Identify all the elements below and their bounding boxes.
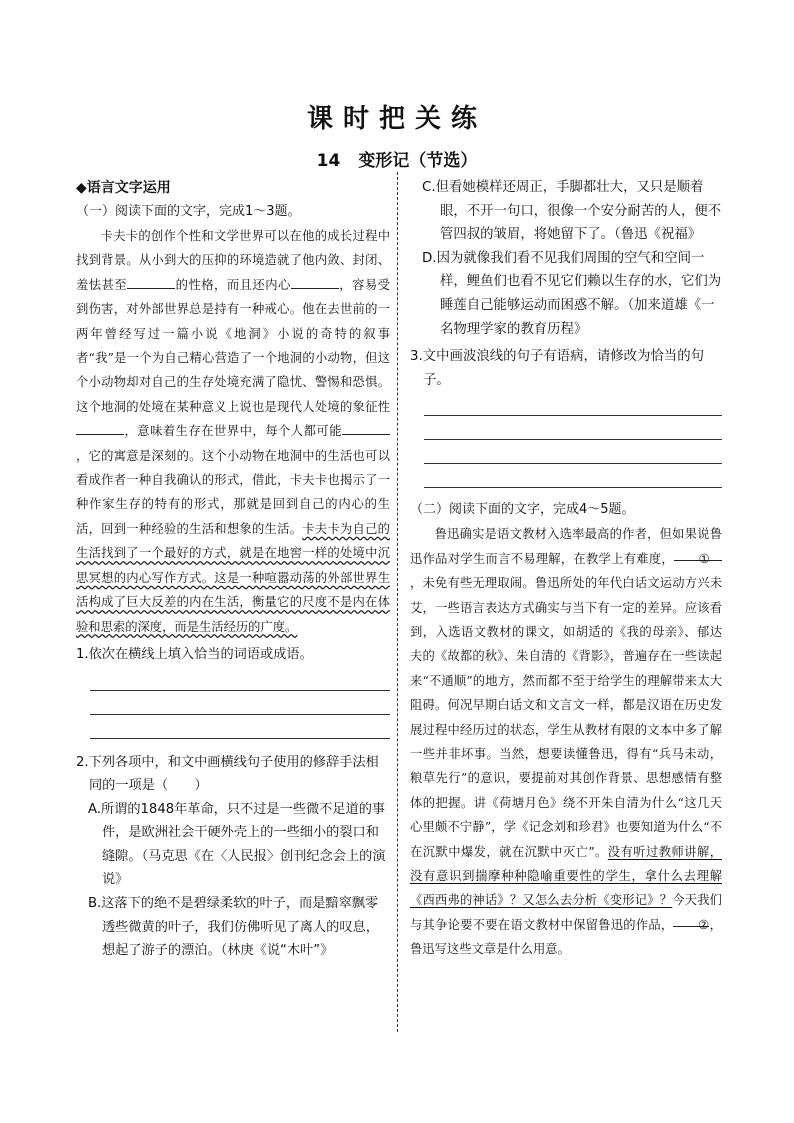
wavy-sentence: 卡夫卡为自己的生活找到了一个最好的方式，就是在地窖一样的处境中沉思冥想的内心写作方式。这是一种喧嚣动荡的外部世界生活构成了巨大反差的内在生活，衡量它的尺度不是内在体验和思索的深度，而是生活经历的广度。 bbox=[76, 521, 390, 634]
fill-blank[interactable] bbox=[127, 275, 175, 289]
answer-line[interactable] bbox=[424, 392, 722, 416]
answer-line[interactable] bbox=[424, 440, 722, 464]
fill-blank-2[interactable]: ② bbox=[673, 913, 709, 927]
fill-blank[interactable] bbox=[291, 275, 339, 289]
fill-blank[interactable] bbox=[342, 421, 390, 435]
question-3: 3.文中画波浪线的句子有语病，请修改为恰当的句子。 bbox=[410, 349, 704, 388]
left-column bbox=[76, 176, 390, 963]
option-b[interactable]: B.这落下的绝不是碧绿柔软的叶子，而是黯窣飘零透些微黄的叶子，我们仿佛听见了离人的叹息，想起了游子的漂泊。（林庚《说“木叶”》 bbox=[88, 896, 379, 959]
answer-line[interactable] bbox=[424, 416, 722, 440]
lesson-title bbox=[0, 146, 794, 171]
lesson-name: 变形记（节选） bbox=[358, 151, 478, 171]
part1-intro: （一）阅读下面的文字，完成1～3题。 bbox=[76, 204, 301, 219]
page-title: 课时把关练 bbox=[306, 104, 487, 134]
column-divider bbox=[397, 172, 398, 1032]
answer-line[interactable] bbox=[424, 464, 722, 488]
question-1: 1.依次在横线上填入恰当的词语或成语。 bbox=[76, 646, 313, 662]
lesson-number: 14 bbox=[316, 151, 341, 171]
passage-1: 卡夫卡的创作个性和文学世界可以在他的成长过程中找到背景。从小到大的压抑的环境造就了他内敛、封闭、羞怯甚至 的性格，而且还内心 ，容易受到伤害，对外部世界总是持有一种戒心。他在去世前的一两年曾经写过一篇小说《地洞》小说的奇特的叙事者“我”是一个为自己精心营造了一个地洞的小动物，但这个小动物却对自己的生存处境充满了隐忧、警惕和恐惧。这个地洞的处境在某种意义上说也是现代人处境的象征性，意味着生存在世界中，每个人都可能，它的寓意是深刻的。这个小动物在地洞中的生活也可以看成作者一种自我确认的形式，借此，卡夫卡也揭示了一种作家生存的特有的形式，那就是回到自己的内心的生活，回到一种经验的生活和想象的生活。卡夫卡为自己的生活找到了一个最好的方式，就是在地窖一样的处境中沉思冥想的内心写作方式。这是一种喧嚣动荡的外部世界生活构成了巨大反差的内在生活，衡量它的尺度不是内在体验和思索的深度，而是生活经历的广度。 bbox=[76, 229, 390, 634]
part2-intro: （二）阅读下面的文字，完成4～5题。 bbox=[410, 502, 635, 518]
answer-line[interactable] bbox=[90, 715, 390, 739]
answer-line[interactable] bbox=[90, 667, 390, 691]
passage-2: 鲁迅确实是语文教材入选率最高的作者，但如果说鲁迅作品对学生而言不易理解，在教学上有难度， ①，未免有些无理取闹。鲁迅所处的年代白话文运动方兴未艾，一些语言表达方式确实与当下有一定的差异。应该看到，入选语文教材的课文，如胡适的《我的母亲》、郁达夫的《故都的秋》、朱自清的《背影》，普遍存在一些读起来“不通顺”的地方，然而都不至于给学生的理解带来太大阻碍。何况早期白话文和文言文一样，都是汉语在历史发展过程中经历过的状态，学生从教材有限的文本中多了解一些并非坏事。当然，想要读懂鲁迅，得有“兵马未动，粮草先行”的意识，要提前对其创作背景、思想感情有整体的把握。讲《荷塘月色》绕不开朱自清为什么“这几天心里颇不宁静”，学《记念刘和珍君》也要知道为什么“不在沉默中爆发，就在沉默中灭亡”。没有听过教师讲解，没有意识到揣摩种种隐喻重要性的学生，拿什么去理解《西西弗的神话》？又怎么去分析《变形记》？今天我们与其争论要不要在语文教材中保留鲁迅的作品， ②，鲁迅写这些文章是什么用意。 bbox=[410, 527, 722, 957]
section-heading: ◆语言文字运用 bbox=[76, 180, 171, 196]
option-d[interactable]: D.因为就像我们看不见我们周围的空气和空间一样，鲤鱼们也看不见它们赖以生存的水，它们为睡莲自己能够运动而困惑不解。（加来道雄《一名物理学家的教育历程》 bbox=[422, 250, 722, 337]
option-a[interactable]: A.所谓的1848年革命，只不过是一些微不足道的事件，是欧洲社会干硬外壳上的一些细小的裂口和缝隙。（马克思《在〈人民报〉创刊纪念会上的演说》 bbox=[88, 801, 386, 888]
right-column bbox=[410, 176, 722, 962]
fill-blank[interactable] bbox=[76, 421, 124, 435]
answer-line[interactable] bbox=[90, 691, 390, 715]
fill-blank-1[interactable]: ① bbox=[674, 547, 722, 561]
option-c[interactable]: C.但看她模样还周正，手脚都壮大，又只是顺着眼，不开一句口，很像一个安分耐苦的人，便不管四叔的皱眉，将她留下了。（鲁迅《祝福》 bbox=[422, 180, 722, 243]
underlined-sentence: 没有听过教师讲解，没有意识到揣摩种种隐喻重要性的学生，拿什么去理解《西西弗的神话》？又怎么去分析《变形记》？ bbox=[410, 844, 722, 908]
question-2: 2.下列各项中，和文中画横线句子使用的修辞手法相同的一项是（ ） bbox=[76, 754, 379, 794]
